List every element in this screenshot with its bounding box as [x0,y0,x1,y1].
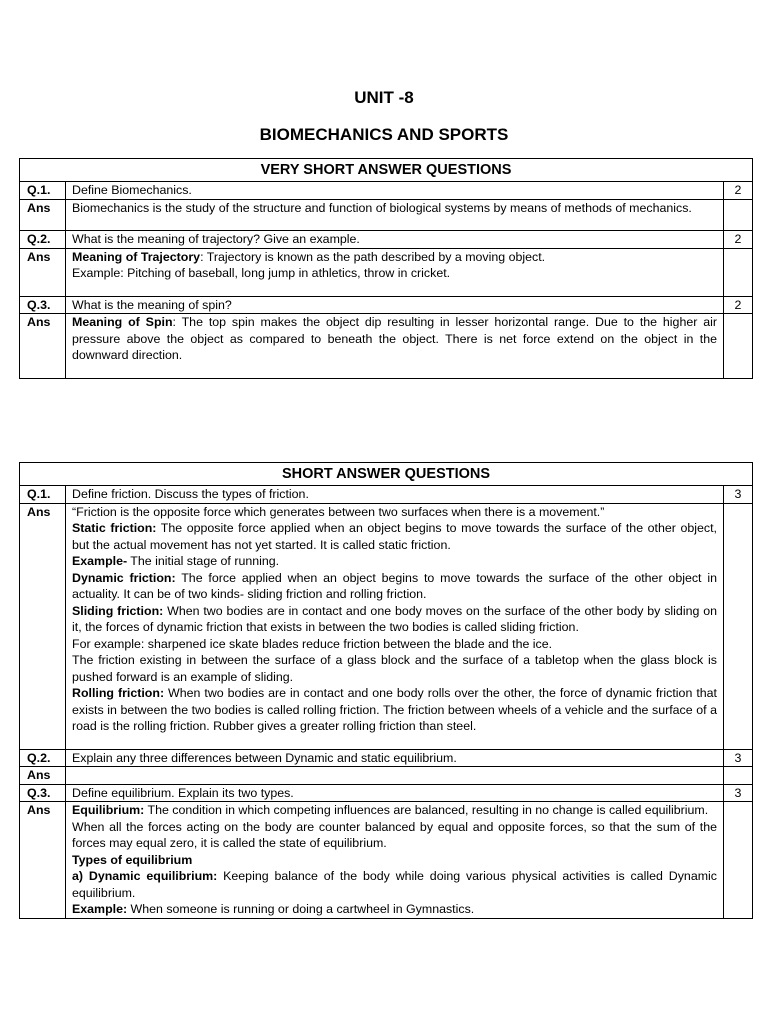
marks: 3 [724,749,753,767]
answer-row [20,503,753,749]
answer-paragraph [72,504,717,521]
question-text: What is the meaning of trajectory? Give an example. [66,231,724,249]
answer-body: For example: sharpened ice skate blades reduce friction between the blade and the ice. [72,636,553,651]
question-row [20,749,753,767]
answer-body: : Trajectory is known as the path described by a moving object. [200,249,546,264]
marks: 3 [724,486,753,504]
document-title: BIOMECHANICS AND SPORTS [259,125,509,144]
question-row [20,784,753,802]
question-number: Q.2. [20,231,66,249]
answer-paragraph [72,901,717,918]
question-text: Define friction. Discuss the types of friction. [66,486,724,504]
marks: 2 [724,296,753,314]
question-text: Explain any three differences between Dynamic and static equilibrium. [66,749,724,767]
answer-spacer [72,282,717,296]
marks-blank [724,767,753,785]
answer-paragraph [72,852,717,869]
answer-spacer [72,364,717,378]
answer-text [66,767,724,785]
question-text: What is the meaning of spin? [66,296,724,314]
answer-paragraph [72,249,717,266]
question-row [20,296,753,314]
answer-paragraph [72,553,717,570]
question-text: Define equilibrium. Explain its two types. [66,784,724,802]
marks: 2 [724,182,753,200]
answer-text [66,248,724,296]
answer-term: Meaning of Trajectory [72,249,201,264]
question-number: Q.1. [20,486,66,504]
section-heading: SHORT ANSWER QUESTIONS [20,463,753,486]
answer-paragraph [72,603,717,636]
answer-label: Ans [20,314,66,379]
answer-label: Ans [20,767,66,785]
answer-paragraph [72,314,717,364]
answer-body: When all the forces acting on the body are counter balanced by equal and opposite forces, so that the sum of the forces may equal zero, it is called the state of equilibrium. [72,819,717,850]
answer-term: Types of equilibrium [72,852,193,867]
marks-blank [724,248,753,296]
answer-term: Static friction: [72,521,157,535]
marks: 3 [724,784,753,802]
answer-paragraph [72,265,717,282]
answer-body: : The top spin makes the object dip resulting in lesser horizontal range. Due to the higher air pressure above the object as compared to beneath the object. There is net force extend on the object in the downward direction. [72,315,717,362]
answer-text [66,199,724,231]
answer-body: Example: Pitching of baseball, long jump in athletics, throw in cricket. [72,266,451,280]
answer-paragraph [72,652,717,685]
question-number: Q.3. [20,296,66,314]
answer-paragraph [72,802,717,819]
answer-body: The initial stage of running. [127,554,280,568]
answer-paragraph [72,520,717,553]
marks-blank [724,802,753,919]
marks-blank [724,314,753,379]
answer-spacer [72,216,717,230]
answer-paragraph [72,685,717,735]
answer-term: Example: [72,902,128,916]
answer-label: Ans [20,199,66,231]
answer-term: Meaning of Spin [72,315,173,329]
answer-label: Ans [20,248,66,296]
answer-text [66,314,724,379]
answer-paragraph [72,636,717,653]
question-row [20,231,753,249]
answer-row [20,314,753,379]
question-number: Q.3. [20,784,66,802]
answer-body: When two bodies are in contact and one body rolls over the other, the force of dynamic friction that exists in between the two bodies is called rolling friction. The friction between wheels of a vehicle and the surface of a road is the rolling friction. Rubber gives a greater rolling friction than steel. [72,686,717,733]
answer-body: “Friction is the opposite force which generates between two surfaces when there is a movement.” [72,504,605,519]
answer-text [66,503,724,749]
answer-body: The condition in which competing influences are balanced, resulting in no change is called equilibrium. [144,803,709,817]
answer-row [20,802,753,919]
answer-body: The force applied when an object begins to move towards the surface of the other object in actuality. It can be of two kinds- sliding friction and rolling friction. [72,570,717,601]
answer-paragraph [72,868,717,901]
answer-row [20,767,753,785]
question-number: Q.2. [20,749,66,767]
answer-body: Biomechanics is the study of the structure and function of biological systems by means of methods of mechanics. [72,200,692,215]
answer-term: Dynamic friction: [72,570,176,585]
answer-body: Keeping balance of the body while doing various physical activities is called Dynamic equilibrium. [72,869,717,900]
unit-title: UNIT -8 [354,88,414,107]
answer-row [20,199,753,231]
answer-term: a) Dynamic equilibrium: [72,869,218,883]
question-number: Q.1. [20,182,66,200]
answer-body: The opposite force applied when an object begins to move towards the surface of the other object, but the actual movement has not yet started. It is called static friction. [72,521,717,552]
answer-text [66,802,724,919]
question-row [20,486,753,504]
answer-term: Example- [72,554,128,568]
answer-term: Equilibrium: [72,803,145,817]
answer-term: Rolling friction: [72,686,165,700]
answer-row [20,248,753,296]
answer-paragraph [72,200,717,217]
marks-blank [724,199,753,231]
answer-label: Ans [20,802,66,919]
answer-paragraph [72,570,717,603]
section-heading: VERY SHORT ANSWER QUESTIONS [20,159,753,182]
marks: 2 [724,231,753,249]
marks-blank [724,503,753,749]
very-short-answer-table [19,158,753,379]
answer-term: Sliding friction: [72,603,164,618]
question-row [20,182,753,200]
answer-body: The friction existing in between the surface of a glass block and the surface of a tabletop when the glass block is pushed forward is an example of sliding. [72,653,717,684]
answer-body: When two bodies are in contact and one body moves on the surface of the other body by sliding on it, the forces of dynamic friction that exists in between the two bodies is called sliding friction. [72,603,717,634]
answer-spacer [72,735,717,749]
answer-paragraph [72,819,717,852]
answer-label: Ans [20,503,66,749]
answer-body: When someone is running or doing a cartwheel in Gymnastics. [127,902,475,916]
question-text: Define Biomechanics. [66,182,724,200]
short-answer-table [19,462,753,919]
